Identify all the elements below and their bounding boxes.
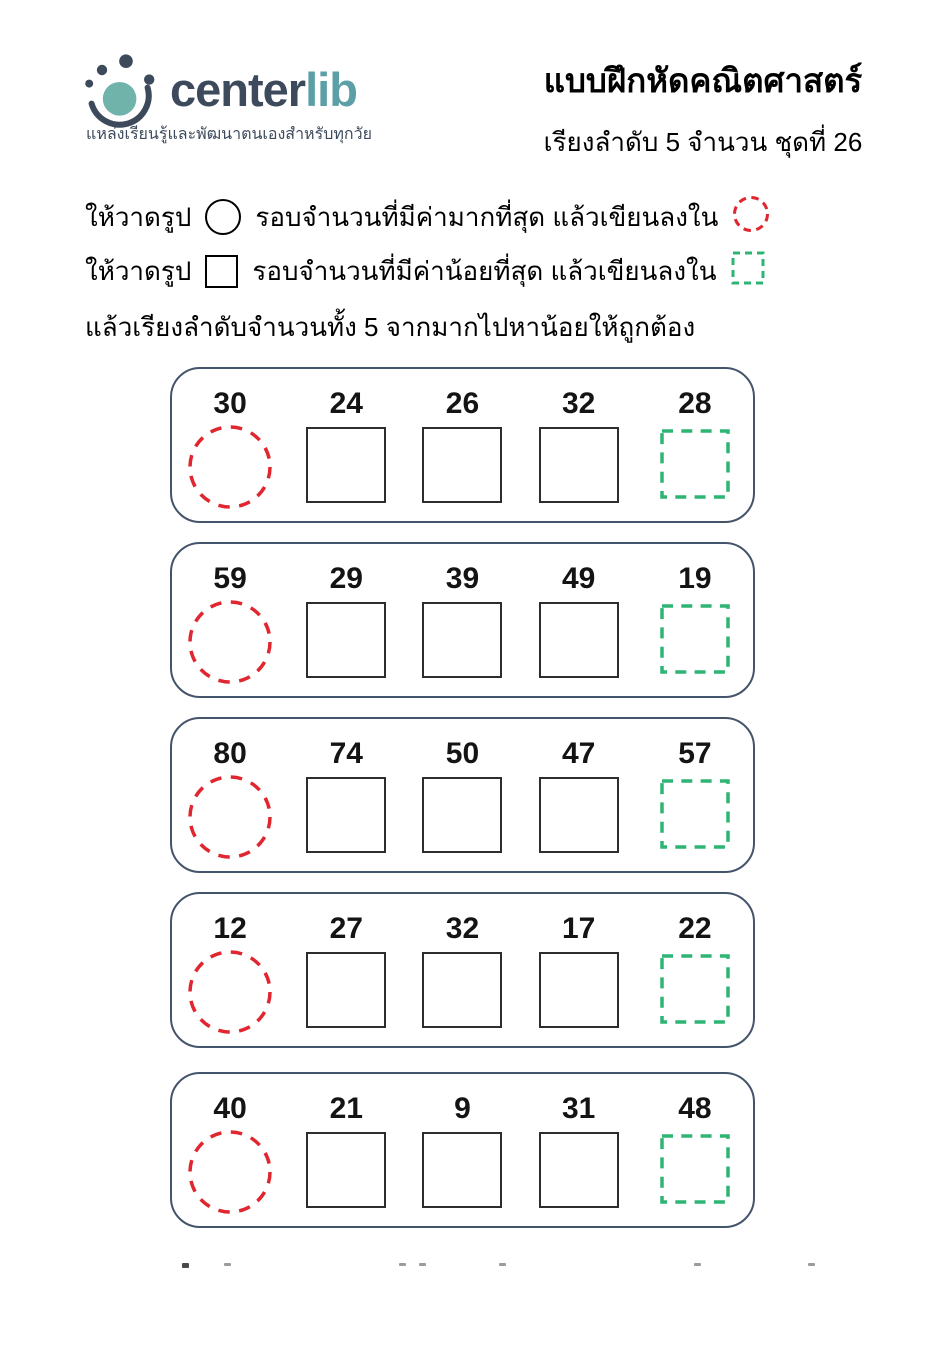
max-answer-cell: [187, 602, 273, 690]
problem-card: [170, 1072, 755, 1228]
cutoff-text-fragment: [499, 1263, 506, 1266]
problem-card: [170, 892, 755, 1048]
shape-row: [172, 952, 753, 1040]
answer-cell: [539, 427, 619, 503]
answer-box: [422, 1132, 502, 1208]
logo-text-lib: lib: [305, 63, 357, 116]
answer-box: [422, 952, 502, 1028]
number-label: 80: [213, 736, 247, 770]
square-outline-icon: [205, 255, 238, 288]
number-label: 39: [445, 561, 480, 595]
answer-cell: [422, 602, 502, 678]
green-dashed-square: [659, 428, 731, 500]
cutoff-text-fragment: [419, 1263, 426, 1266]
number-label: 32: [562, 386, 596, 420]
number-label: 49: [562, 561, 596, 595]
number-label: 57: [678, 736, 712, 770]
green-dashed-square: [659, 603, 731, 675]
shape-row: [172, 427, 753, 515]
answer-cell: [422, 777, 502, 853]
shape-row: [172, 777, 753, 865]
answer-box: [306, 1132, 386, 1208]
answer-cell: [422, 952, 502, 1028]
worksheet-title: แบบฝึกหัดคณิตศาสตร์: [543, 62, 863, 99]
instruction-2-suffix: รอบจำนวนที่มีค่าน้อยที่สุด แล้วเขียนลงใน: [252, 255, 717, 286]
answer-box: [306, 777, 386, 853]
answer-box: [422, 602, 502, 678]
number-label: 26: [445, 386, 480, 420]
number-label: 9: [454, 1091, 471, 1125]
answer-cell: [539, 777, 619, 853]
answer-cell: [306, 427, 386, 503]
answer-cell: [422, 1132, 502, 1208]
problem-card: [170, 367, 755, 523]
answer-box: [306, 427, 386, 503]
answer-box: [422, 777, 502, 853]
answer-box: [539, 427, 619, 503]
number-row: [172, 905, 753, 952]
number-label: 22: [678, 911, 712, 945]
logo-tagline: แหล่งเรียนรู้และพัฒนาตนเองสำหรับทุกวัย: [86, 126, 372, 143]
logo-text-center: center: [170, 63, 306, 116]
title-block: [519, 60, 887, 163]
min-answer-cell: [659, 427, 731, 505]
instruction-line-2: [85, 244, 805, 298]
number-label: 12: [213, 911, 247, 945]
number-label: 29: [329, 561, 363, 595]
number-row: [172, 555, 753, 602]
answer-cell: [306, 952, 386, 1028]
max-answer-cell: [187, 777, 273, 865]
number-label: 30: [213, 386, 247, 420]
answer-cell: [539, 952, 619, 1028]
cutoff-text-fragments: [0, 1263, 951, 1269]
instruction-1-prefix: ให้วาดรูป: [85, 201, 192, 232]
red-dashed-circle: [187, 774, 273, 860]
cutoff-text-fragment: [224, 1263, 231, 1266]
answer-box: [306, 952, 386, 1028]
logo-text: [170, 54, 357, 116]
number-label: 48: [678, 1091, 712, 1125]
problems-list: [170, 367, 755, 1247]
green-dashed-square: [659, 953, 731, 1025]
cutoff-text-fragment: [399, 1263, 406, 1266]
shape-row: [172, 1132, 753, 1220]
number-label: 19: [678, 561, 712, 595]
green-dashed-square: [659, 1133, 731, 1205]
green-dashed-square-icon: [731, 251, 765, 292]
answer-cell: [306, 1132, 386, 1208]
answer-box: [539, 602, 619, 678]
cutoff-text-fragment: [182, 1263, 189, 1268]
instruction-2-prefix: ให้วาดรูป: [85, 255, 192, 286]
answer-box: [539, 777, 619, 853]
number-row: [172, 1085, 753, 1132]
number-label: 59: [213, 561, 247, 595]
problem-card: [170, 717, 755, 873]
number-label: 24: [329, 386, 363, 420]
number-label: 74: [329, 736, 363, 770]
cutoff-text-fragment: [808, 1263, 815, 1266]
red-dashed-circle: [187, 599, 273, 685]
max-answer-cell: [187, 1132, 273, 1220]
shape-row: [172, 602, 753, 690]
number-label: 27: [329, 911, 363, 945]
number-label: 40: [213, 1091, 247, 1125]
instructions: [85, 190, 805, 350]
number-label: 32: [445, 911, 480, 945]
cutoff-text-fragment: [694, 1263, 701, 1266]
answer-box: [539, 1132, 619, 1208]
number-label: 31: [562, 1091, 596, 1125]
number-label: 17: [562, 911, 596, 945]
circle-outline-icon: [205, 199, 241, 235]
max-answer-cell: [187, 427, 273, 515]
number-label: 28: [678, 386, 712, 420]
min-answer-cell: [659, 1132, 731, 1210]
number-label: 21: [329, 1091, 363, 1125]
red-dashed-circle: [187, 949, 273, 1035]
instruction-line-1: [85, 190, 805, 244]
answer-cell: [306, 602, 386, 678]
answer-cell: [539, 602, 619, 678]
number-row: [172, 730, 753, 777]
instruction-line-3: แล้วเรียงลำดับจำนวนทั้ง 5 จากมากไปหาน้อยให้ถูกต้อง: [85, 311, 696, 342]
worksheet-subtitle: เรียงลำดับ 5 จำนวน ชุดที่ 26: [543, 127, 863, 158]
red-dashed-circle: [187, 424, 273, 510]
min-answer-cell: [659, 952, 731, 1030]
red-dashed-circle: [187, 1129, 273, 1215]
instruction-1-suffix: รอบจำนวนที่มีค่ามากที่สุด แล้วเขียนลงใน: [255, 201, 719, 232]
answer-cell: [306, 777, 386, 853]
min-answer-cell: [659, 602, 731, 680]
answer-cell: [422, 427, 502, 503]
answer-box: [422, 427, 502, 503]
number-row: [172, 380, 753, 427]
number-label: 50: [445, 736, 480, 770]
red-dashed-circle-icon: [732, 195, 770, 240]
green-dashed-square: [659, 778, 731, 850]
min-answer-cell: [659, 777, 731, 855]
answer-box: [306, 602, 386, 678]
max-answer-cell: [187, 952, 273, 1040]
problem-card: [170, 542, 755, 698]
number-label: 47: [562, 736, 596, 770]
answer-box: [539, 952, 619, 1028]
answer-cell: [539, 1132, 619, 1208]
